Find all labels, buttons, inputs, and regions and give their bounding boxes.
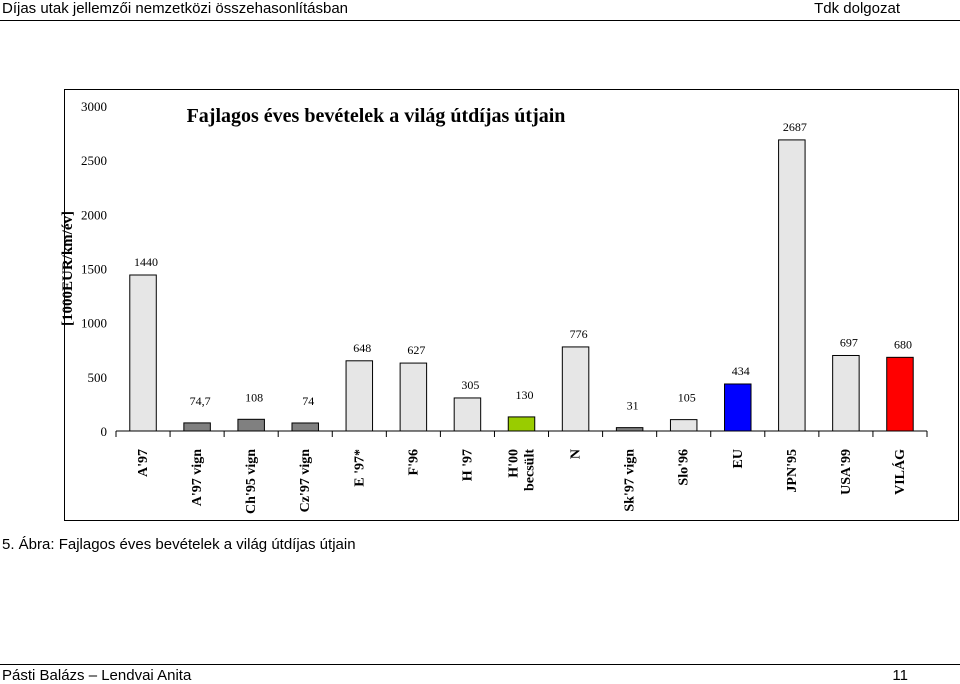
bar-0 — [130, 275, 156, 431]
value-label: 648 — [353, 340, 372, 355]
x-tick-label: H'00 — [506, 449, 522, 478]
value-label: 74,7 — [189, 393, 211, 408]
x-tick-label: Sk'97 vign — [622, 449, 638, 512]
bar-2 — [238, 419, 264, 431]
value-label: 627 — [407, 343, 426, 358]
y-tick-label: 1500 — [81, 261, 107, 277]
value-label: 305 — [461, 377, 480, 392]
bar-1 — [184, 423, 210, 431]
y-tick-label: 2000 — [81, 207, 107, 223]
bar-9 — [616, 428, 642, 431]
value-label: 1440 — [134, 255, 159, 269]
bar-8 — [562, 347, 588, 431]
y-axis-label: [1000EUR/km/év] — [60, 211, 76, 326]
y-tick-label: 2500 — [81, 153, 107, 169]
chart-title: Fajlagos éves bevételek a világ útdíjas útjain — [186, 105, 566, 127]
x-tick-label: E '97* — [352, 449, 368, 487]
bar-7 — [508, 417, 534, 431]
value-label: 697 — [839, 335, 858, 350]
value-label: 108 — [245, 390, 264, 405]
bar-10 — [670, 420, 696, 431]
footer-page-number: 11 — [892, 667, 908, 684]
page-footer — [0, 664, 960, 683]
value-label: 2687 — [782, 119, 807, 134]
chart-frame — [60, 89, 959, 521]
bar-14 — [887, 357, 913, 431]
bar-3 — [292, 423, 318, 431]
x-tick-label: EU — [730, 449, 746, 469]
value-label: 130 — [515, 387, 534, 402]
value-label: 776 — [569, 326, 588, 341]
figure-caption: 5. Ábra: Fajlagos éves bevételek a világ útdíjas útjain — [2, 536, 356, 553]
bar-11 — [725, 384, 751, 431]
x-tick-label: Ch'95 vign — [244, 449, 260, 514]
header-document-type: Tdk dolgozat — [814, 0, 900, 17]
value-label: 74 — [302, 393, 315, 408]
y-tick-label: 1000 — [81, 315, 107, 331]
x-tick-label: VILÁG — [892, 449, 908, 495]
value-label: 31 — [626, 398, 639, 413]
x-tick-label: USA'99 — [838, 449, 854, 495]
page-header — [0, 0, 960, 21]
value-label: 680 — [893, 337, 912, 352]
x-tick-label: Cz'97 vign — [298, 449, 314, 513]
bar-12 — [779, 140, 805, 431]
y-tick-label: 500 — [87, 369, 107, 385]
value-label: 434 — [731, 363, 750, 378]
x-tick-label: Slo'96 — [676, 449, 692, 486]
value-label: 105 — [677, 390, 696, 405]
bar-5 — [400, 363, 426, 431]
x-tick-label: F'96 — [406, 449, 422, 476]
bar-6 — [454, 398, 480, 431]
x-tick-label: becsült — [522, 449, 538, 491]
y-tick-label: 0 — [100, 424, 107, 439]
x-tick-label: JPN'95 — [784, 449, 800, 493]
x-tick-label: H '97 — [460, 449, 476, 482]
bar-13 — [833, 355, 859, 431]
bar-4 — [346, 361, 372, 431]
header-document-title: Díjas utak jellemzői nemzetközi összehasonlításban — [2, 0, 349, 17]
y-tick-label: 3000 — [81, 99, 107, 114]
footer-authors: Pásti Balázs – Lendvai Anita — [2, 667, 192, 684]
bar-chart — [60, 90, 958, 520]
x-tick-label: N — [568, 449, 584, 460]
x-tick-label: A'97 vign — [190, 449, 206, 507]
x-tick-label: A'97 — [136, 449, 152, 477]
